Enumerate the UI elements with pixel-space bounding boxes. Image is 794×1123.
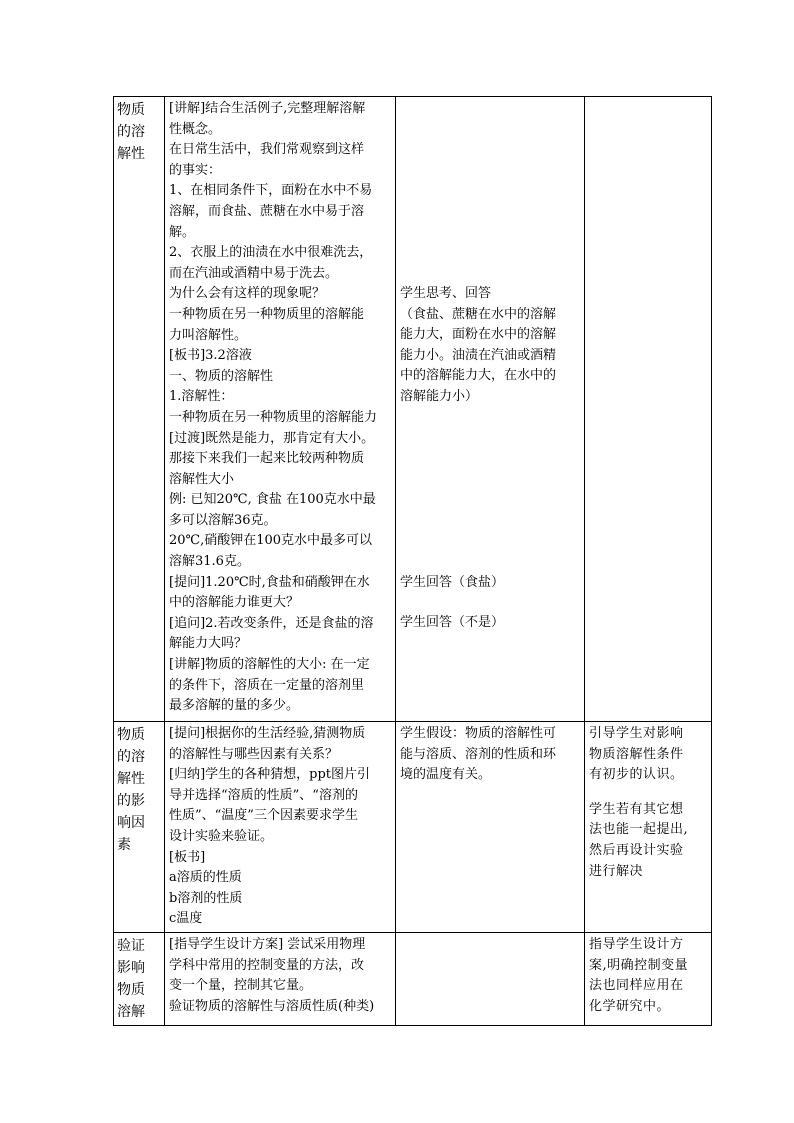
teacher-line: 溶解，而食盐、蔗糖在水中易于溶 bbox=[169, 203, 365, 219]
teacher-line: 1、在相同条件下，面粉在水中不易 bbox=[169, 183, 373, 199]
topic-line: 影响 bbox=[117, 959, 145, 976]
teacher-line: 一种物质在另一种物质里的溶解能 bbox=[169, 306, 365, 322]
topic-cell bbox=[114, 722, 165, 933]
teacher-line: [提问]根据你的生活经验,猜测物质 bbox=[169, 726, 366, 741]
teacher-line: [提问]1.20℃时,食盐和硝酸钾在水 bbox=[169, 574, 370, 590]
teacher-line: 学科中常用的控制变量的方法，改 bbox=[169, 957, 365, 973]
student-line: （食盐、蔗糖在水中的溶解 bbox=[400, 306, 557, 322]
teacher-line: 变一个量，控制其它量。 bbox=[169, 978, 313, 994]
table-row bbox=[114, 932, 712, 1025]
student-line: 能力大，面粉在水中的溶解 bbox=[400, 327, 557, 343]
teacher-line: 的条件下，溶质在一定量的溶剂里 bbox=[169, 677, 365, 693]
student-line: 学生思考、回答 bbox=[400, 286, 492, 301]
teacher-line: 溶解31.6克。 bbox=[169, 554, 250, 570]
topic-line: 物质 bbox=[117, 727, 145, 743]
topic-line: 验证 bbox=[117, 937, 145, 954]
teacher-line: a溶质的性质 bbox=[169, 870, 242, 886]
student-line: 学生假设：物质的溶解性可 bbox=[400, 726, 557, 741]
intent-line: 案,明确控制变量 bbox=[589, 957, 689, 973]
teacher-line: [讲解]结合生活例子,完整理解溶解 bbox=[169, 101, 366, 116]
teacher-line: 20℃,硝酸钾在100克水中最多可以 bbox=[169, 533, 373, 549]
teacher-line: [归纳]学生的各种猜想，ppt图片引 bbox=[169, 767, 371, 783]
student-line: 能与溶质、溶剂的性质和环 bbox=[400, 746, 557, 762]
table-row bbox=[114, 97, 712, 722]
teacher-line: [板书]3.2溶液 bbox=[169, 348, 252, 364]
teacher-line: b溶剂的性质 bbox=[169, 890, 243, 906]
intent-line: 法也能一起提出, bbox=[589, 822, 689, 838]
topic-line: 的溶 bbox=[117, 124, 145, 140]
topic-line: 响因 bbox=[117, 815, 145, 831]
teacher-line: 而在汽油或酒精中易于洗去。 bbox=[169, 265, 339, 281]
spacer bbox=[400, 408, 580, 573]
design-intent-cell bbox=[585, 722, 712, 933]
design-intent-cell bbox=[585, 97, 712, 722]
teacher-line: 解。 bbox=[169, 224, 196, 240]
table-row bbox=[114, 722, 712, 933]
teacher-line: [追问]2.若改变条件，还是食盐的溶 bbox=[169, 615, 374, 631]
intent-line: 化学研究中。 bbox=[589, 998, 671, 1014]
student-line: 溶解能力小） bbox=[400, 388, 479, 404]
teacher-activity-cell bbox=[165, 97, 396, 722]
intent-line: 物质溶解性条件 bbox=[589, 746, 684, 762]
teacher-line: 为什么会有这样的现象呢？ bbox=[169, 286, 326, 302]
teacher-line: 导并选择“溶质的性质”、“溶剂的 bbox=[169, 787, 358, 803]
student-answer: 学生回答（不是） bbox=[400, 615, 505, 631]
lesson-plan-table bbox=[113, 96, 712, 1026]
teacher-line: [指导学生设计方案] 尝试采用物理 bbox=[169, 936, 366, 952]
topic-line: 溶解 bbox=[117, 1003, 145, 1020]
intent-line: 法也同样应用在 bbox=[589, 978, 684, 994]
teacher-line: [过渡]既然是能力，那肯定有大小。 bbox=[169, 430, 375, 446]
teacher-line: 多可以溶解36克。 bbox=[169, 512, 277, 528]
intent-line: 有初步的认识。 bbox=[589, 767, 684, 783]
topic-line: 的影 bbox=[117, 793, 145, 809]
teacher-line: 1.溶解性： bbox=[169, 389, 234, 405]
student-activity-cell bbox=[396, 97, 585, 722]
teacher-line: c温度 bbox=[169, 911, 203, 927]
teacher-line: 溶解性大小 bbox=[169, 471, 235, 487]
student-line: 能力小。油渍在汽油或酒精 bbox=[400, 347, 557, 363]
teacher-line: 最多溶解的量的多少。 bbox=[169, 698, 300, 714]
teacher-line: 解能力大吗？ bbox=[169, 636, 248, 652]
teacher-line: [讲解]物质的溶解性的大小: 在一定 bbox=[169, 657, 370, 673]
teacher-line: 一、物质的溶解性 bbox=[169, 368, 274, 384]
topic-line: 物质 bbox=[117, 102, 145, 118]
teacher-line: 性概念。 bbox=[169, 121, 222, 137]
teacher-activity-cell bbox=[165, 722, 396, 933]
teacher-line: 的事实： bbox=[169, 162, 222, 178]
intent-line: 然后再设计实验 bbox=[589, 842, 684, 858]
teacher-line: 2、衣服上的油渍在水中很难洗去， bbox=[169, 245, 373, 261]
teacher-line: 的溶解性与哪些因素有关系？ bbox=[169, 746, 339, 762]
teacher-line: [板书] bbox=[169, 849, 206, 865]
student-line: 中的溶解能力大，在水中的 bbox=[400, 368, 557, 384]
intent-line: 引导学生对影响 bbox=[589, 726, 684, 741]
topic-line: 物质 bbox=[117, 981, 145, 998]
topic-line: 的溶 bbox=[117, 749, 145, 765]
teacher-line: 例: 已知20℃, 食盐 在100克水中最 bbox=[169, 492, 376, 508]
intent-line: 进行解决 bbox=[589, 863, 644, 879]
topic-cell bbox=[114, 97, 165, 722]
teacher-line: 验证物质的溶解性与溶质性质(种类) bbox=[169, 998, 375, 1014]
design-intent-cell bbox=[585, 932, 712, 1025]
teacher-line: 一种物质在另一种物质里的溶解能力 bbox=[169, 409, 378, 425]
student-line: 境的温度有关。 bbox=[400, 767, 492, 783]
teacher-line: 性质”、“温度”三个因素要求学生 bbox=[169, 808, 358, 824]
student-activity-cell bbox=[396, 932, 585, 1025]
spacer bbox=[400, 593, 580, 613]
intent-line: 指导学生设计方 bbox=[589, 936, 684, 952]
topic-line: 解性 bbox=[117, 771, 145, 787]
topic-line: 解性 bbox=[117, 146, 145, 162]
teacher-line: 力叫溶解性。 bbox=[169, 327, 248, 343]
intent-line: 学生若有其它想 bbox=[589, 801, 684, 817]
teacher-line: 那接下来我们一起来比较两种物质 bbox=[169, 451, 365, 467]
spacer bbox=[400, 99, 580, 284]
topic-line: 素 bbox=[117, 837, 131, 853]
student-answer: 学生回答（食盐） bbox=[400, 574, 505, 590]
teacher-line: 在日常生活中，我们常观察到这样 bbox=[169, 142, 365, 158]
teacher-line: 中的溶解能力谁更大？ bbox=[169, 595, 300, 611]
spacer bbox=[589, 786, 707, 800]
student-activity-cell bbox=[396, 722, 585, 933]
teacher-activity-cell bbox=[165, 932, 396, 1025]
teacher-line: 设计实验来验证。 bbox=[169, 828, 274, 844]
topic-cell bbox=[114, 932, 165, 1025]
